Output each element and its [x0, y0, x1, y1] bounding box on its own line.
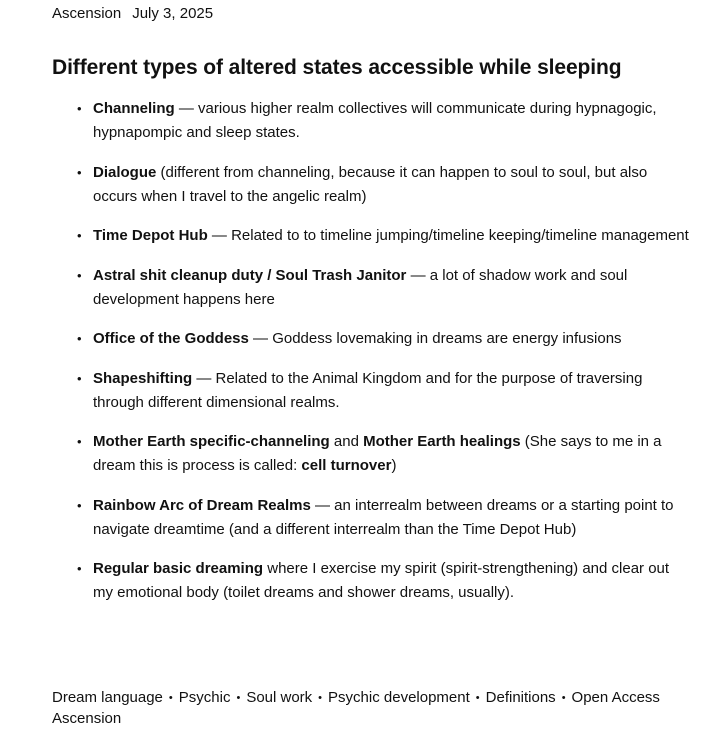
item-text: — a lot of shadow work and soul development happens here: [93, 266, 628, 308]
item-label-tertiary: cell turnover: [301, 457, 392, 474]
tag-link[interactable]: Psychic: [178, 689, 231, 706]
category-link[interactable]: Ascension: [52, 5, 122, 22]
item-label: Office of the Goddess: [93, 330, 249, 347]
tag-link[interactable]: Definitions: [485, 689, 556, 706]
list-item: [52, 327, 692, 351]
list-item: [52, 97, 692, 145]
item-text: where I exercise my spirit (spirit-strengthening) and clear out my emotional body (toilet dreams and shower dreams, usually).: [93, 560, 670, 601]
list-item: [52, 224, 692, 248]
item-text: (different from channeling, because it can happen to soul to soul, but also occurs when I travel to the angelic realm): [93, 163, 648, 205]
tag-separator: •: [318, 692, 323, 704]
list-item: [52, 557, 692, 605]
list-item: [52, 161, 692, 209]
tag-link[interactable]: Soul work: [246, 689, 313, 706]
tag-list: [52, 688, 692, 729]
item-label: Time Depot Hub: [93, 227, 208, 244]
item-text: and: [329, 433, 364, 450]
altered-states-list: [52, 97, 692, 621]
item-text-secondary: (She says to me in a dream this is process is called:: [93, 433, 662, 474]
item-label: Astral shit cleanup duty / Soul Trash Janitor: [93, 266, 407, 284]
item-label: Regular basic dreaming: [93, 560, 264, 577]
tag-separator: •: [236, 692, 241, 704]
tag-link[interactable]: Open Access: [571, 689, 660, 706]
item-label: Dialogue: [93, 163, 157, 181]
item-label-secondary: Mother Earth healings: [363, 433, 521, 450]
item-text: — Goddess lovemaking in dreams are energy infusions: [248, 330, 622, 347]
tag-link[interactable]: Dream language: [52, 689, 163, 706]
item-label: Rainbow Arc of Dream Realms: [93, 496, 311, 514]
item-label: Channeling: [93, 100, 175, 117]
list-item: [52, 430, 692, 478]
item-text: — Related to the Animal Kingdom and for the purpose of traversing through different dimensional realms.: [93, 369, 643, 411]
item-text: — an interrealm between dreams or a starting point to navigate dreamtime (and a different interrealm than the Time Depot Hub): [93, 496, 674, 538]
tag-separator: •: [561, 692, 566, 704]
tag-separator: •: [475, 692, 480, 704]
tag-separator: •: [168, 692, 173, 704]
post-header: [52, 5, 213, 23]
item-text: — Related to to timeline jumping/timeline keeping/timeline management: [207, 227, 689, 244]
post-date: July 3, 2025: [132, 5, 214, 22]
item-label: Shapeshifting: [93, 369, 193, 387]
item-label: Mother Earth specific-channeling: [93, 433, 330, 450]
page-title: Different types of altered states accessible while sleeping: [52, 56, 622, 79]
tag-link[interactable]: Psychic development: [328, 689, 470, 706]
item-text: — various higher realm collectives will communicate during hypnagogic, hypnapompic and sleep states.: [93, 100, 657, 141]
item-text-tertiary: ): [391, 457, 397, 474]
list-item: [52, 494, 692, 542]
list-item: [52, 367, 692, 415]
tag-link[interactable]: Ascension: [52, 710, 122, 727]
list-item: [52, 264, 692, 312]
